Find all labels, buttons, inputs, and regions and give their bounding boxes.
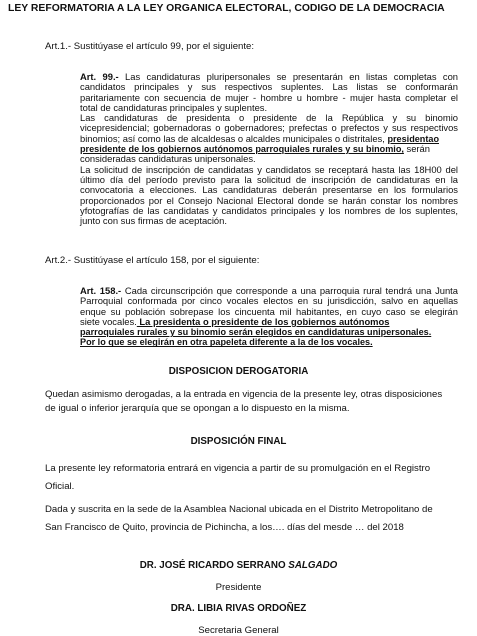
art158-label: Art. 158.- xyxy=(80,285,122,296)
art99-line: presidente de los gobiernos autónomos parroquiales rurales y su binomio, serán xyxy=(80,143,430,155)
art99-highlight: presidentao xyxy=(387,133,439,144)
art158-highlight: La presidenta o presidente de los gobiernos autónomos xyxy=(136,315,390,327)
derogatoria-paragraph: Quedan asimismo derogadas, a la entrada en vigencia de la presente ley, otras disposiciones de igual o inferior jerarquía que se opongan a lo dispuesto en la misma. xyxy=(45,389,443,414)
final-paragraph-1: La presente ley reformatoria entrará en vigencia a partir de su promulgación en el Registro Oficial. xyxy=(45,463,431,492)
art158-line: Parroquial conformada por cinco vocales electos en su jurisdicción, salvo en aquellas xyxy=(80,295,458,307)
art99-line: binomios; así como las de alcaldesas o alcaldes municipales o distritales, presidentao xyxy=(80,132,439,144)
art99-block xyxy=(80,72,458,226)
art99-line: total de candidaturas principales y suplentes. xyxy=(80,101,268,113)
art158-highlight: parroquiales rurales y su binomio serán elegidos en candidaturas unipersonales. xyxy=(80,327,432,338)
art158-highlight: Por lo que se elegirán en otra papeleta diferente a la de los vocales. xyxy=(80,337,373,348)
document-title: LEY REFORMATORIA A LA LEY ORGANICA ELECTORAL, CODIGO DE LA DEMOCRACIA xyxy=(8,3,445,14)
art2-intro: Art.2.- Sustitúyase el artículo 158, por el siguiente: xyxy=(45,255,260,266)
art99-line: convocatoria a elecciones. Las candidaturas deberán presentarse en los formularios xyxy=(80,184,458,196)
signatory-1-name: DR. JOSÉ RICARDO SERRANO SALGADO xyxy=(139,560,338,571)
art99-line: yfotografías de las candidatas y candidatos principales y los nombres de los suplentes, xyxy=(80,204,458,216)
signatory-2-name: DRA. LIBIA RIVAS ORDOÑEZ xyxy=(170,603,307,614)
art158-line: siete vocales. La presidenta o presidente de los gobiernos autónomos xyxy=(80,315,390,327)
art99-line: proporcionados por el Consejo Nacional Electoral donde se harán constar los nombres xyxy=(80,194,458,206)
art99-line: Las candidaturas de presidenta o presidente de la República y su binomio xyxy=(80,112,458,124)
signatory-1-role: Presidente xyxy=(215,582,262,593)
art99-line: candidatos principales y sus respectivos suplentes. Las listas se conformarán xyxy=(80,81,458,93)
art99-line: Art. 99.- Las candidaturas pluripersonales se presentarán en listas completas con xyxy=(80,71,459,82)
final-heading: DISPOSICIÓN FINAL xyxy=(190,436,287,447)
art99-label: Art. 99.- xyxy=(80,71,119,82)
art99-line: junto con sus firmas de aceptación. xyxy=(80,215,227,227)
art99-line: La solicitud de inscripción de candidatas y candidatos se receptará hasta las 18H00 del xyxy=(80,163,458,175)
final-paragraph-2: Dada y suscrita en la sede de la Asamblea Nacional ubicada en el Distrito Metropolitano de San Francisco de Quito, provincia de Pichincha, a los…. días del mesde … del 2018 xyxy=(45,504,433,533)
derogatoria-heading: DISPOSICION DEROGATORIA xyxy=(168,366,309,377)
art158-line: Art. 158.- Cada circunscripción que corresponde a una parroquia rural tendrá una Junta xyxy=(80,285,459,296)
signatory-2-role: Secretaria General xyxy=(198,625,279,636)
art1-intro: Art.1.- Sustitúyase el artículo 99, por el siguiente: xyxy=(45,41,255,52)
art158-line: enque su población sobrepase los cincuenta mil habitantes, en cuyo caso se elegirán xyxy=(80,305,458,317)
art99-line: consideradas candidaturas unipersonales. xyxy=(80,153,256,165)
art99-line: vicepresidencial; gobernadoras o gobernadores; prefectas o prefectos y sus respectivos xyxy=(80,122,458,134)
art99-line: último día del período previsto para la solicitud de inscripción de candidaturas en la xyxy=(80,173,458,185)
art158-block xyxy=(80,286,458,348)
art99-line: paritariamente con secuencia de mujer - hombre u hombre - mujer hasta completar el xyxy=(80,91,458,103)
art99-highlight: presidente de los gobiernos autónomos parroquiales rurales y su binomio, xyxy=(80,144,404,155)
